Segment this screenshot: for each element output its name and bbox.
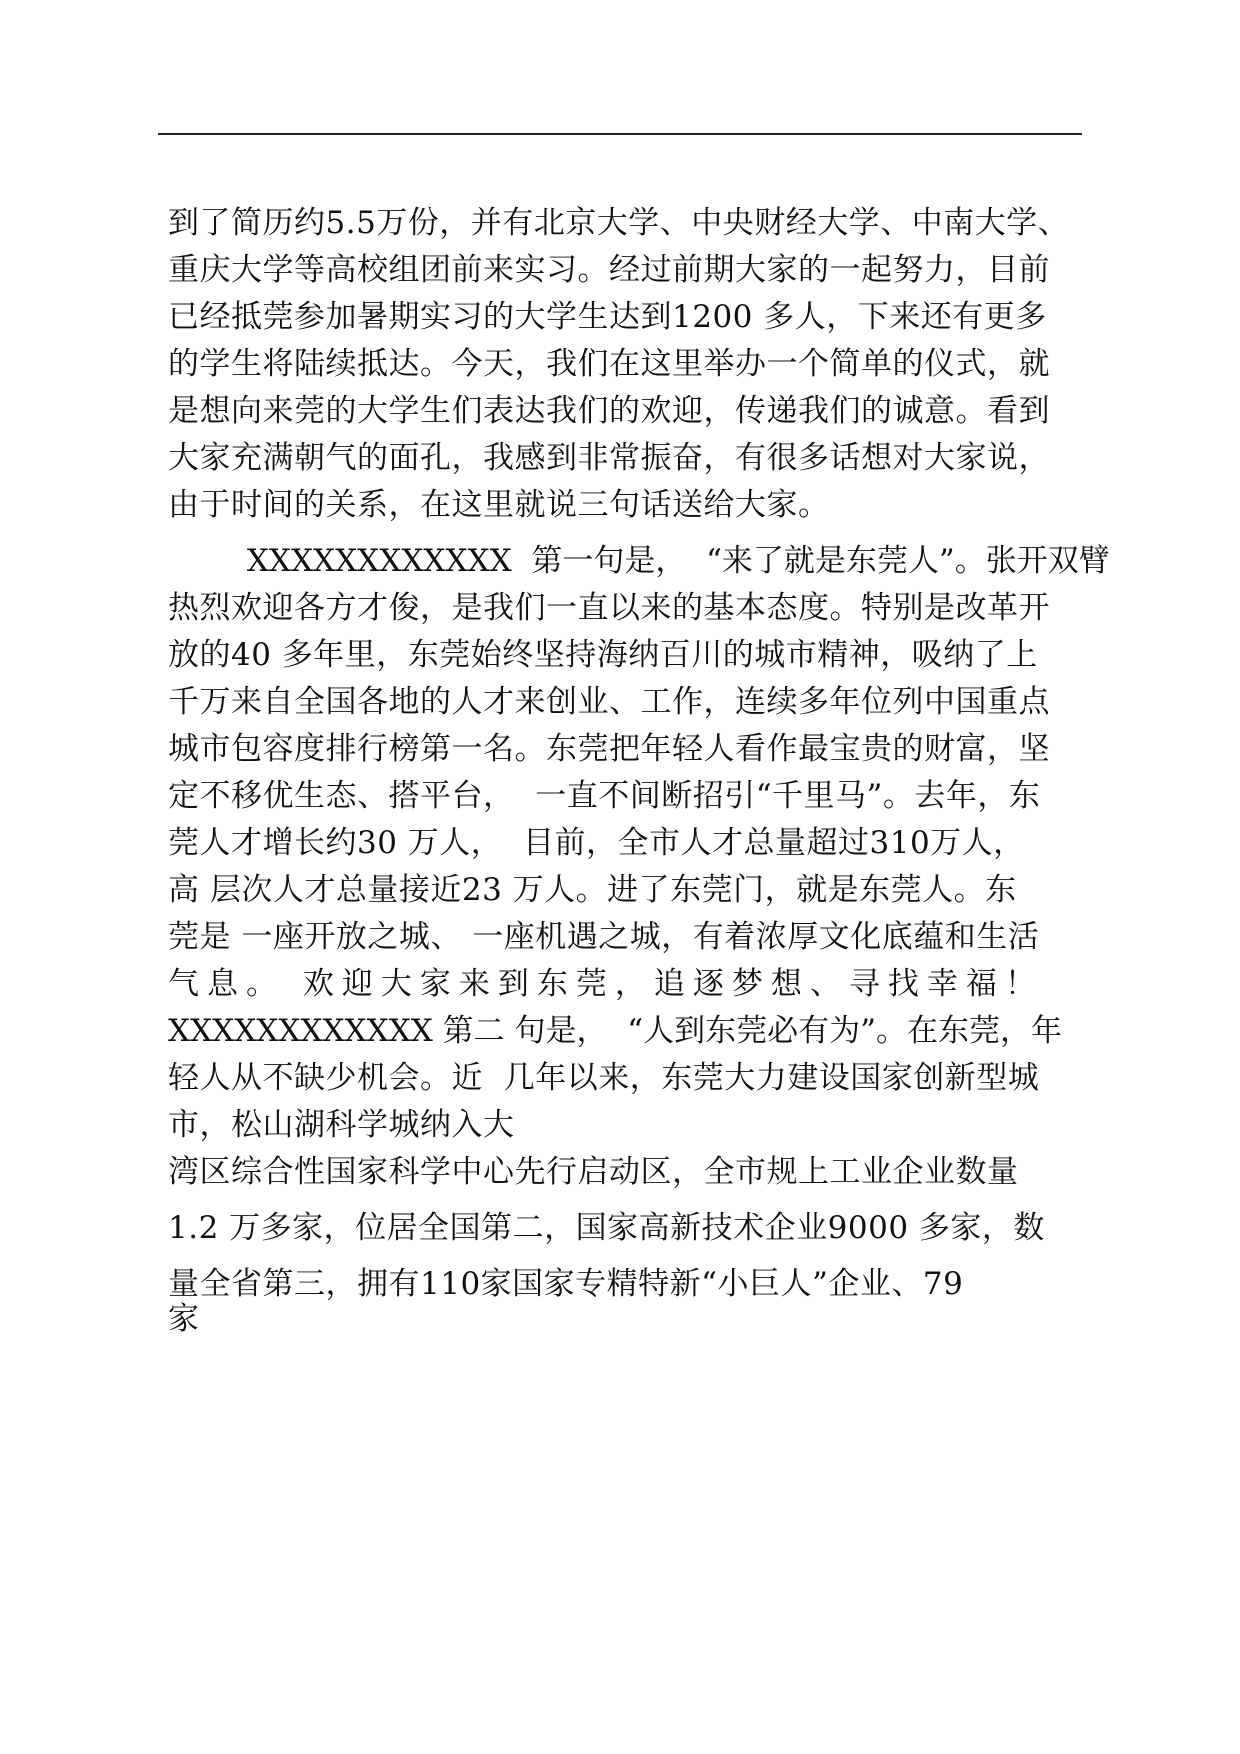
text-line: 到了简历约5.5万份，并有北京大学、中央财经大学、中南大学、: [168, 205, 1070, 241]
text-line: XXXXXXXXXXXX 第二 句是， “人到东莞必有为”。在东莞，年: [168, 1013, 1062, 1049]
text-line: 重庆大学等高校组团前来实习。经过前期大家的一起努力，目前: [168, 252, 1050, 288]
text-line: 家: [168, 1301, 199, 1337]
text-line: 由于时间的关系，在这里就说三句话送给大家。: [168, 487, 830, 523]
text-line: 放的40 多年里，东莞始终坚持海纳百川的城市精神，吸纳了上: [168, 637, 1038, 673]
text-line: 的学生将陆续抵达。今天，我们在这里举办一个简单的仪式，就: [168, 346, 1050, 382]
text-line: 量全省第三，拥有110家国家专精特新“小巨人”企业、79: [168, 1266, 964, 1302]
text-line: 高 层次人才总量接近23 万人。进了东莞门，就是东莞人。东: [168, 872, 1017, 908]
text-line: 已经抵莞参加暑期实习的大学生达到1200 多人，下来还有更多: [168, 299, 1047, 335]
text-line: 定不移优生态、搭平台， 一直不间断招引“千里马”。去年，东: [168, 778, 1041, 814]
text-line: 市，松山湖科学城纳入大: [168, 1107, 515, 1143]
text-line: 莞是 一座开放之城、 一座机遇之城，有着浓厚文化底蕴和生活: [168, 919, 1040, 955]
text-line: 千万来自全国各地的人才来创业、工作，连续多年位列中国重点: [168, 684, 1050, 720]
text-line: 热烈欢迎各方才俊，是我们一直以来的基本态度。特别是改革开: [168, 590, 1050, 626]
text-line: 轻人从不缺少机会。近 几年以来，东莞大力建设国家创新型城: [168, 1060, 1040, 1096]
text-line: 城市包容度排行榜第一名。东莞把年轻人看作最宝贵的财富，坚: [168, 731, 1050, 767]
text-line: 莞人才增长约30 万人， 目前，全市人才总量超过310万人，: [168, 825, 1025, 861]
document-body: [168, 200, 1110, 1343]
text-line: 1.2 万多家，位居全国第二，国家高新技术企业9000 多家，数: [168, 1210, 1045, 1246]
text-line: 湾区综合性国家科学中心先行启动区，全市规上工业企业数量: [168, 1154, 1019, 1190]
header-rule: [158, 133, 1082, 135]
text-line: 大家充满朝气的面孔，我感到非常振奋，有很多话想对大家说，: [168, 440, 1050, 476]
text-line: XXXXXXXXXXXX 第一句是， “来了就是东莞人”。张开双臂: [168, 543, 1110, 579]
text-line: 气息。 欢迎大家来到东莞，追逐梦想、寻找幸福！: [168, 966, 1044, 1002]
text-line: 是想向来莞的大学生们表达我们的欢迎，传递我们的诚意。看到: [168, 393, 1050, 429]
